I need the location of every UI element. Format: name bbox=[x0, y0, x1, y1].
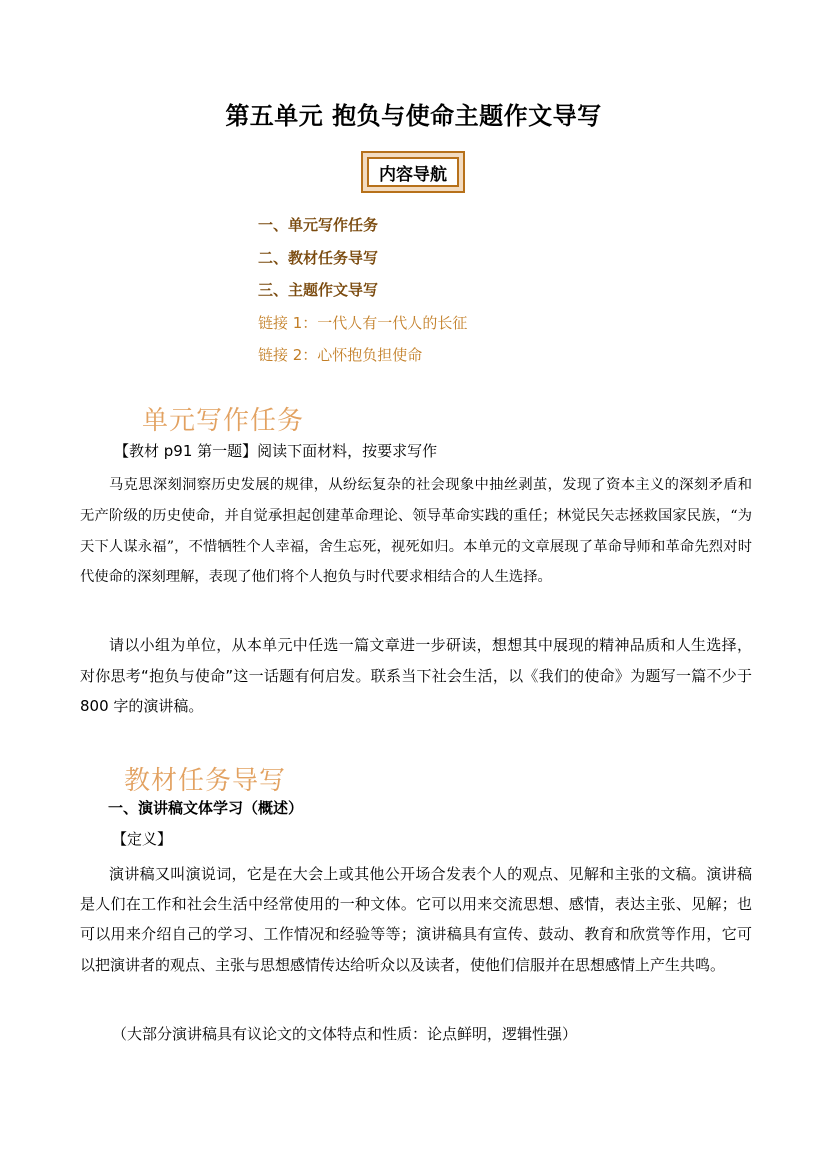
section-heading-writing-task: 单元写作任务 bbox=[142, 406, 305, 436]
toc-item-textbook-guide[interactable]: 二、教材任务导写 bbox=[258, 248, 379, 267]
toc-link-2[interactable]: 链接 2：心怀抱负担使命 bbox=[258, 346, 423, 364]
sub-heading-speech-genre: 一、演讲稿文体学习（概述） bbox=[108, 799, 304, 817]
toc-item-writing-task[interactable]: 一、单元写作任务 bbox=[258, 216, 379, 234]
section-heading-textbook-guide: 教材任务导写 bbox=[124, 766, 287, 796]
table-of-contents bbox=[258, 212, 678, 375]
prompt-label: 【教材 p91 第一题】阅读下面材料，按要求写作 bbox=[114, 442, 438, 460]
definition-paragraph: 演讲稿又叫演说词，它是在大会上或其他公开场合发表个人的观点、见解和主张的文稿。演讲稿是人们在工作和社会生活中经常使用的一种文体。它可以用来交流思想、感情，表达主张、见解；也可以用来介绍自己的学习、工作情况和经验等等；演讲稿具有宣传、鼓动、教育和欣赏等作用，它可以把演讲者的观点、主张与思想感情传达给听众以及读者，使他们信服并在思想感情上产生共鸣。 bbox=[80, 865, 752, 974]
toc-link-1[interactable]: 链接 1：一代人有一代人的长征 bbox=[258, 313, 468, 332]
page-title: 第五单元 抱负与使命主题作文导写 bbox=[225, 102, 602, 130]
content-nav-label: 内容导航 bbox=[367, 157, 459, 187]
material-paragraph: 马克思深刻洞察历史发展的规律，从纷纭复杂的社会现象中抽丝剥茧，发现了资本主义的深刻矛盾和无产阶级的历史使命，并自觉承担起创建革命理论、领导革命实践的重任；林觉民矢志拯救国家民族，“为天下人谋永福”，不惜牺牲个人幸福，舍生忘死，视死如归。本单元的文章展现了革命导师和革命先烈对时代使命的深刻理解，表现了他们将个人抱负与时代要求相结合的人生选择。 bbox=[80, 477, 752, 586]
task-paragraph: 请以小组为单位，从本单元中任选一篇文章进一步研读，想想其中展现的精神品质和人生选择，对你思考“抱负与使命”这一话题有何启发。联系当下社会生活，以《我们的使命》为题写一篇不少于 800 字的演讲稿。 bbox=[80, 636, 752, 716]
note-text: （大部分演讲稿具有议论文的文体特点和性质：论点鲜明，逻辑性强） bbox=[112, 1025, 578, 1043]
definition-label: 【定义】 bbox=[112, 830, 173, 848]
content-nav-badge bbox=[361, 151, 465, 193]
toc-item-theme-guide[interactable]: 三、主题作文导写 bbox=[258, 281, 379, 299]
